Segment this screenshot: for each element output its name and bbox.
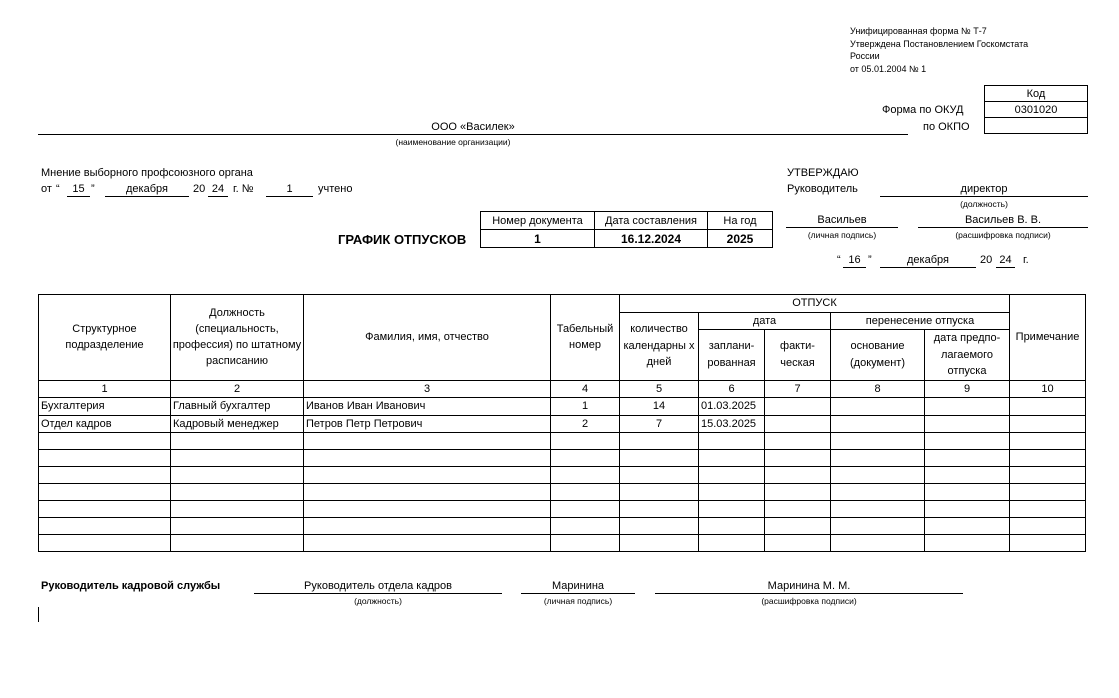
table-cell xyxy=(699,535,765,552)
table-cell xyxy=(925,450,1010,467)
table-cell xyxy=(620,450,699,467)
approve-signature: Васильев xyxy=(786,214,898,228)
header-transfer: перенесение отпуска xyxy=(831,312,1010,330)
table-cell: 7 xyxy=(620,415,699,433)
table-cell: Кадровый менеджер xyxy=(171,415,304,433)
table-cell: 2 xyxy=(551,415,620,433)
approve-year-suffix: 24 xyxy=(996,254,1015,268)
table-cell xyxy=(551,535,620,552)
form-header-line: Утверждена Постановлением Госкомстата xyxy=(850,38,1029,49)
union-number-label: г. № xyxy=(233,183,254,195)
column-numbers-row xyxy=(39,380,1086,398)
table-cell xyxy=(1010,535,1086,552)
organization-name: ООО «Василек» xyxy=(38,121,908,135)
hr-label: Руководитель кадровой службы xyxy=(41,580,221,592)
table-row xyxy=(39,484,1086,501)
column-number: 2 xyxy=(171,380,304,398)
table-cell xyxy=(1010,501,1086,518)
column-number: 6 xyxy=(699,380,765,398)
approve-signature-caption: (личная подпись) xyxy=(807,230,877,240)
table-cell: Петров Петр Петрович xyxy=(304,415,551,433)
approve-title: УТВЕРЖДАЮ xyxy=(787,167,859,179)
table-cell xyxy=(699,433,765,450)
table-row xyxy=(39,535,1086,552)
table-cell xyxy=(551,484,620,501)
table-cell xyxy=(765,398,831,416)
table-cell xyxy=(765,467,831,484)
table-cell xyxy=(39,450,171,467)
table-cell xyxy=(1010,433,1086,450)
header-tab-number: Табельный номер xyxy=(551,295,620,381)
table-cell xyxy=(925,535,1010,552)
okpo-label: по ОКПО xyxy=(923,121,970,133)
table-cell xyxy=(171,518,304,535)
table-cell xyxy=(171,433,304,450)
table-cell xyxy=(831,467,925,484)
document-info-table xyxy=(480,211,773,248)
table-cell xyxy=(171,484,304,501)
header-planned: заплани- рованная xyxy=(699,330,765,381)
column-number: 5 xyxy=(620,380,699,398)
form-header-line: от 05.01.2004 № 1 xyxy=(850,63,927,74)
approve-position-caption: (должность) xyxy=(960,199,1008,209)
header-note: Примечание xyxy=(1010,295,1086,381)
vacation-table xyxy=(38,294,1086,552)
column-number: 1 xyxy=(39,380,171,398)
table-cell: 1 xyxy=(551,398,620,416)
union-month: декабря xyxy=(105,183,189,197)
table-cell xyxy=(765,501,831,518)
table-cell xyxy=(304,467,551,484)
codes-table xyxy=(984,85,1088,134)
table-cell xyxy=(831,398,925,416)
table-cell xyxy=(925,484,1010,501)
approve-quote-close: ” xyxy=(868,254,872,266)
column-number: 9 xyxy=(925,380,1010,398)
table-cell xyxy=(304,518,551,535)
table-cell xyxy=(1010,415,1086,433)
table-cell xyxy=(831,450,925,467)
table-cell xyxy=(171,450,304,467)
header-position: Должность (специальность, профессия) по штатному расписанию xyxy=(171,295,304,381)
table-cell xyxy=(304,501,551,518)
approve-decoding-caption: (расшифровка подписи) xyxy=(955,230,1051,240)
doc-date-header: Дата составления xyxy=(595,212,708,230)
table-cell xyxy=(699,484,765,501)
table-cell: 01.03.2025 xyxy=(699,398,765,416)
table-cell xyxy=(1010,484,1086,501)
approve-year-prefix: 20 xyxy=(980,254,993,266)
table-cell xyxy=(551,433,620,450)
table-cell xyxy=(925,433,1010,450)
union-number: 1 xyxy=(266,183,313,197)
header-days: количество календарны х дней xyxy=(620,312,699,380)
header-basis: основание (документ) xyxy=(831,330,925,381)
hr-decoding: Маринина М. М. xyxy=(655,580,963,594)
doc-number: 1 xyxy=(481,230,595,248)
okpo-value xyxy=(985,118,1088,134)
table-cell xyxy=(765,415,831,433)
table-cell xyxy=(925,467,1010,484)
doc-year: 2025 xyxy=(708,230,773,248)
table-cell xyxy=(171,501,304,518)
table-cell xyxy=(171,467,304,484)
table-cell xyxy=(1010,398,1086,416)
union-day: 15 xyxy=(67,183,90,197)
table-cell xyxy=(39,518,171,535)
table-cell xyxy=(831,535,925,552)
table-cell xyxy=(765,535,831,552)
table-row xyxy=(39,501,1086,518)
table-cell xyxy=(620,467,699,484)
table-cell xyxy=(925,415,1010,433)
table-cell xyxy=(925,501,1010,518)
column-number: 8 xyxy=(831,380,925,398)
table-cell xyxy=(620,484,699,501)
table-row xyxy=(39,518,1086,535)
table-cell: 15.03.2025 xyxy=(699,415,765,433)
table-row xyxy=(39,433,1086,450)
doc-number-header: Номер документа xyxy=(481,212,595,230)
approve-g: г. xyxy=(1023,254,1029,266)
header-name: Фамилия, имя, отчество xyxy=(304,295,551,381)
union-year-suffix: 24 xyxy=(208,183,228,197)
form-header xyxy=(850,25,1028,75)
table-cell xyxy=(1010,467,1086,484)
column-number: 10 xyxy=(1010,380,1086,398)
doc-year-header: На год xyxy=(708,212,773,230)
table-cell xyxy=(831,433,925,450)
kod-header: Код xyxy=(985,86,1088,102)
table-row xyxy=(39,398,1086,416)
table-cell xyxy=(39,484,171,501)
union-year-prefix: 20 xyxy=(193,183,206,195)
table-cell xyxy=(304,484,551,501)
table-cell xyxy=(620,501,699,518)
table-cell xyxy=(551,501,620,518)
hr-decoding-caption: (расшифровка подписи) xyxy=(761,596,857,606)
table-cell: Главный бухгалтер xyxy=(171,398,304,416)
table-cell xyxy=(925,398,1010,416)
hr-signature: Маринина xyxy=(521,580,635,594)
form-header-line: Унифицированная форма № Т-7 xyxy=(850,26,987,36)
hr-position-caption: (должность) xyxy=(354,596,402,606)
organization-caption: (наименование организации) xyxy=(395,137,511,147)
table-cell xyxy=(551,518,620,535)
table-cell xyxy=(765,518,831,535)
table-row xyxy=(39,415,1086,433)
table-cell xyxy=(765,484,831,501)
table-cell xyxy=(831,415,925,433)
table-cell xyxy=(620,518,699,535)
hr-position: Руководитель отдела кадров xyxy=(254,580,502,594)
table-cell xyxy=(699,518,765,535)
table-cell: Иванов Иван Иванович xyxy=(304,398,551,416)
table-cell xyxy=(551,450,620,467)
table-cell xyxy=(699,467,765,484)
header-actual: факти- ческая xyxy=(765,330,831,381)
table-cell xyxy=(171,535,304,552)
table-cell xyxy=(831,501,925,518)
table-cell xyxy=(39,433,171,450)
table-cell: Отдел кадров xyxy=(39,415,171,433)
table-cell xyxy=(39,535,171,552)
union-title: Мнение выборного профсоюзного органа xyxy=(41,167,253,179)
okud-label: Форма по ОКУД xyxy=(882,104,964,116)
table-cell xyxy=(304,433,551,450)
table-cell xyxy=(699,501,765,518)
union-uchteno: учтено xyxy=(318,183,353,195)
header-vacation: ОТПУСК xyxy=(620,295,1010,313)
table-cell xyxy=(699,450,765,467)
text-cursor xyxy=(38,607,39,622)
form-header-line: России xyxy=(850,51,880,61)
table-cell xyxy=(1010,518,1086,535)
doc-date: 16.12.2024 xyxy=(595,230,708,248)
union-quote-open: “ xyxy=(56,183,60,195)
column-number: 3 xyxy=(304,380,551,398)
union-ot: от xyxy=(41,183,52,195)
approve-day: 16 xyxy=(843,254,866,268)
approve-decoding: Васильев В. В. xyxy=(918,214,1088,228)
table-cell xyxy=(620,433,699,450)
okud-value: 0301020 xyxy=(985,102,1088,118)
table-cell xyxy=(765,433,831,450)
header-date: дата xyxy=(699,312,831,330)
hr-signature-caption: (личная подпись) xyxy=(543,596,613,606)
header-expected: дата предпо- лагаемого отпуска xyxy=(925,330,1010,381)
approve-quote-open: “ xyxy=(837,254,841,266)
header-dept: Структурное подразделение xyxy=(39,295,171,381)
table-cell: Бухгалтерия xyxy=(39,398,171,416)
column-number: 4 xyxy=(551,380,620,398)
column-number: 7 xyxy=(765,380,831,398)
table-cell xyxy=(39,501,171,518)
table-cell xyxy=(1010,450,1086,467)
union-quote-close: ” xyxy=(91,183,95,195)
approve-position: директор xyxy=(880,183,1088,197)
table-row xyxy=(39,467,1086,484)
table-cell xyxy=(551,467,620,484)
approve-head-label: Руководитель xyxy=(787,183,858,195)
approve-month: декабря xyxy=(880,254,976,268)
table-cell xyxy=(304,450,551,467)
table-row xyxy=(39,450,1086,467)
table-cell xyxy=(765,450,831,467)
table-cell xyxy=(925,518,1010,535)
table-cell xyxy=(620,535,699,552)
document-title: ГРАФИК ОТПУСКОВ xyxy=(338,232,467,247)
table-cell xyxy=(304,535,551,552)
table-cell xyxy=(831,484,925,501)
table-cell: 14 xyxy=(620,398,699,416)
table-cell xyxy=(39,467,171,484)
table-cell xyxy=(831,518,925,535)
